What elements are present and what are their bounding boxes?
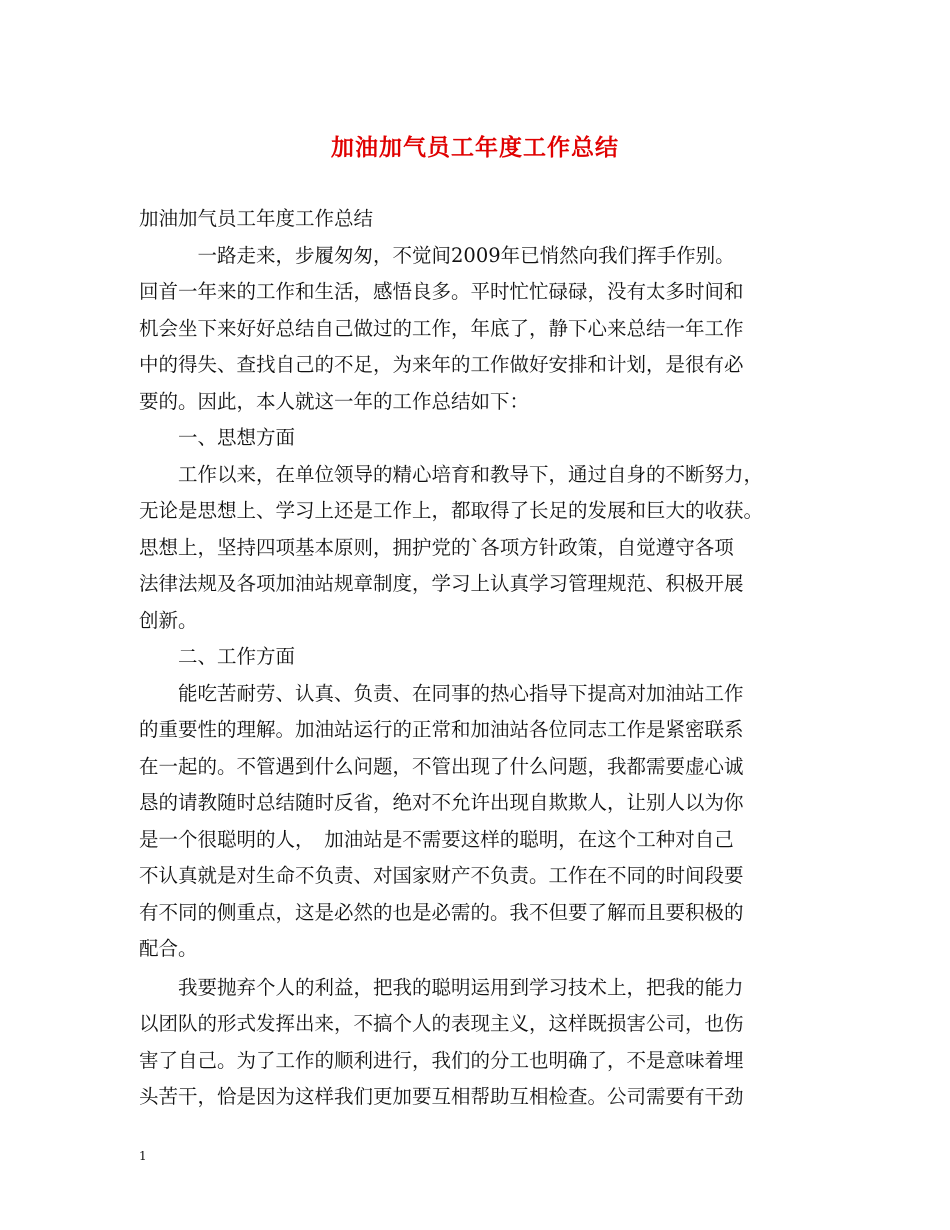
body-line: 在一起的。不管遇到什么问题，不管出现了什么问题，我都需要虚心诚 xyxy=(139,754,744,778)
body-line: 回首一年来的工作和生活，感悟良多。平时忙忙碌碌，没有太多时间和 xyxy=(139,280,744,303)
body-line: 无论是思想上、学习上还是工作上，都取得了长足的发展和巨大的收获。 xyxy=(139,499,764,522)
body-line: 害了自己。为了工作的顺利进行，我们的分工也明确了，不是意味着埋 xyxy=(139,1048,744,1072)
body-line: 中的得失、查找自己的不足，为来年的工作做好安排和计划，是很有必 xyxy=(139,353,744,376)
body-line: 有不同的侧重点，这是必然的也是必需的。我不但要了解而且要积极的 xyxy=(139,900,744,924)
body-line: 要的。因此，本人就这一年的工作总结如下： xyxy=(139,389,530,413)
body-line: 头苦干，恰是因为这样我们更加要互相帮助互相检查。公司需要有干劲 xyxy=(139,1085,744,1108)
body-line: 能吃苦耐劳、认真、负责、在同事的热心指导下提高对加油站工作 xyxy=(139,681,744,705)
section-heading: 二、工作方面 xyxy=(139,645,296,668)
document-body xyxy=(139,201,829,1116)
body-line: 加油加气员工年度工作总结 xyxy=(139,207,374,230)
section-heading: 一、思想方面 xyxy=(139,426,296,449)
body-line: 恳的请教随时总结随时反省，绝对不允许出现自欺欺人，让别人以为你 xyxy=(139,791,744,814)
document-title: 加油加气员工年度工作总结 xyxy=(331,134,619,161)
body-line: 法律法规及各项加油站规章制度，学习上认真学习管理规范、积极开展 xyxy=(139,572,744,595)
body-line: 机会坐下来好好总结自己做过的工作，年底了，静下心来总结一年工作 xyxy=(139,316,744,340)
body-line: 是一个很聪明的人， 加油站是不需要这样的聪明，在这个工种对自己 xyxy=(139,827,734,851)
body-line: 创新。 xyxy=(139,608,198,632)
body-line: 思想上，坚持四项基本原则，拥护党的`各项方针政策，自觉遵守各项 xyxy=(139,535,734,559)
body-line: 我要抛弃个人的利益，把我的聪明运用到学习技术上，把我的能力 xyxy=(139,975,744,999)
body-line: 的重要性的理解。加油站运行的正常和加油站各位同志工作是紧密联系 xyxy=(139,718,744,741)
body-line: 不认真就是对生命不负责、对国家财产不负责。工作在不同的时间段要 xyxy=(139,864,744,887)
body-line: 一路走来，步履匆匆，不觉间2009年已悄然向我们挥手作别。 xyxy=(139,243,735,267)
body-line: 配合。 xyxy=(139,937,198,960)
body-line: 以团队的形式发挥出来，不搞个人的表现主义，这样既损害公司，也伤 xyxy=(139,1012,744,1035)
body-line: 工作以来，在单位领导的精心培育和教导下，通过自身的不断努力， xyxy=(139,462,764,486)
page-number: 1 xyxy=(139,1149,147,1163)
